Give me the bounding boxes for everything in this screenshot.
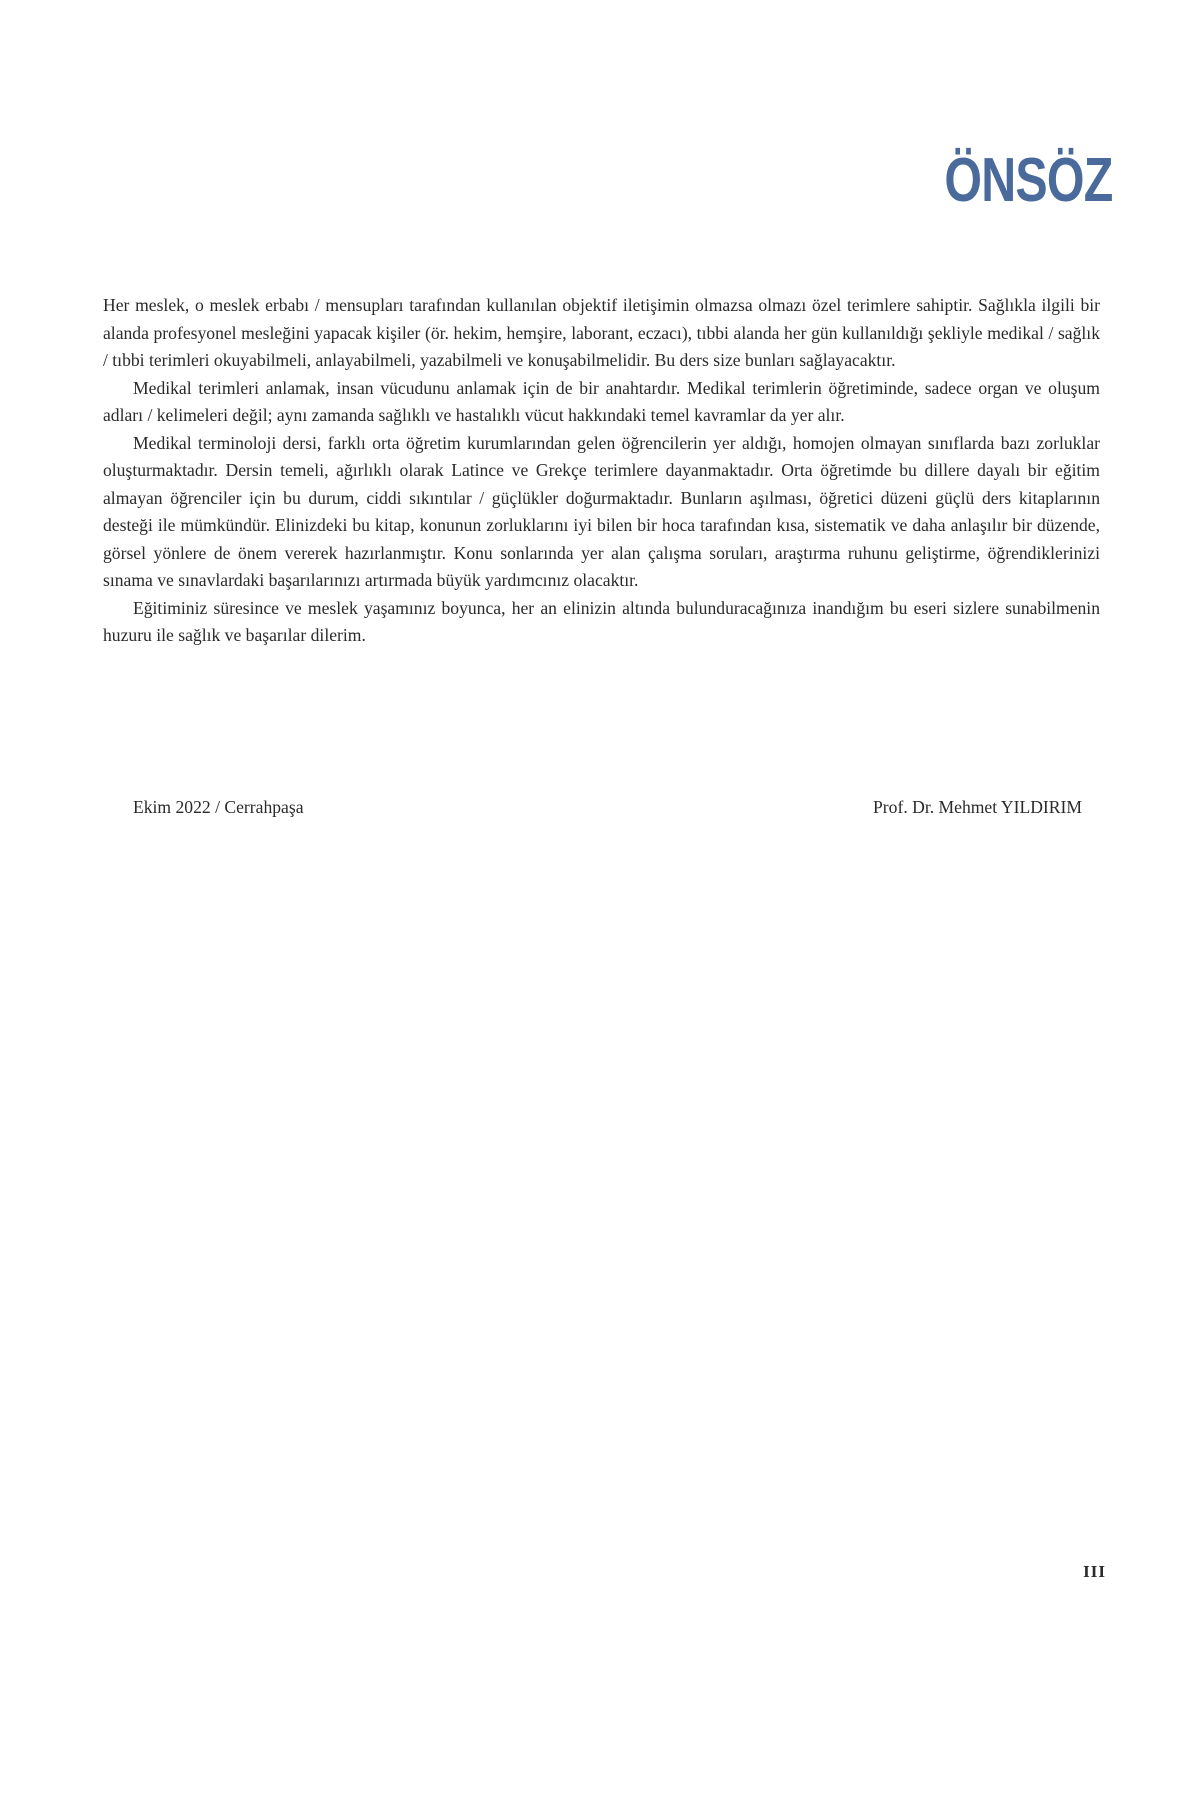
preface-paragraph-2: Medikal terimleri anlamak, insan vücudunu anlamak için de bir anahtardır. Medikal terimlerin öğretiminde, sadece organ ve oluşum adları / kelimeleri değil; aynı zamanda sağlıklı ve hastalıklı vücut hakkındaki temel kavramlar da yer alır.: [103, 377, 1100, 425]
date-place: Ekim 2022 / Cerrahpaşa: [133, 797, 304, 817]
preface-paragraph-4: Eğitiminiz süresince ve meslek yaşamınız boyunca, her an elinizin altında bulunduracağınıza inandığım bu eseri sizlere sunabilmenin huzuru ile sağlık ve başarılar dilerim.: [103, 597, 1100, 645]
preface-paragraph-1: Her meslek, o meslek erbabı / mensupları tarafından kullanılan objektif iletişimin olmazsa olmazı özel terimlere sahiptir. Sağlıkla ilgili bir alanda profesyonel mesleğini yapacak kişiler (ör. hekim, hemşire, laborant, eczacı), tıbbi alanda her gün kullanıldığı şekliyle medikal / sağlık / tıbbi terimleri okuyabilmeli, anlayabilmeli, yazabilmeli ve konuşabilmelidir. Bu ders size bunları sağlayacaktır.: [103, 295, 1100, 370]
preface-paragraph-3: Medikal terminoloji dersi, farklı orta öğretim kurumlarından gelen öğrencilerin yer aldığı, homojen olmayan sınıflarda bazı zorluklar oluşturmaktadır. Dersin temeli, ağırlıklı olarak Latince ve Grekçe terimlere dayanmaktadır. Orta öğretimde bu dillere dayalı bir eğitim almayan öğrenciler için bu durum, ciddi sıkıntılar / güçlükler doğurmaktadır. Bunların aşılması, öğretici düzeni güçlü ders kitaplarının desteği ile mümkündür. Elinizdeki bu kitap, konunun zorluklarını iyi bilen bir hoca tarafından kısa, sistematik ve daha anlaşılır bir düzende, görsel yönlere de önem vererek hazırlanmıştır. Konu sonlarında yer alan çalışma soruları, araştırma ruhunu geliştirme, öğrendiklerinizi sınama ve sınavlardaki başarılarınızı artırmada büyük yardımcınız olacaktır.: [103, 432, 1100, 590]
preface-body: [103, 292, 1100, 650]
page-title: ÖNSÖZ: [943, 146, 1112, 215]
page-number: III: [1083, 1562, 1106, 1581]
author-signature: Prof. Dr. Mehmet YILDIRIM: [873, 797, 1082, 817]
